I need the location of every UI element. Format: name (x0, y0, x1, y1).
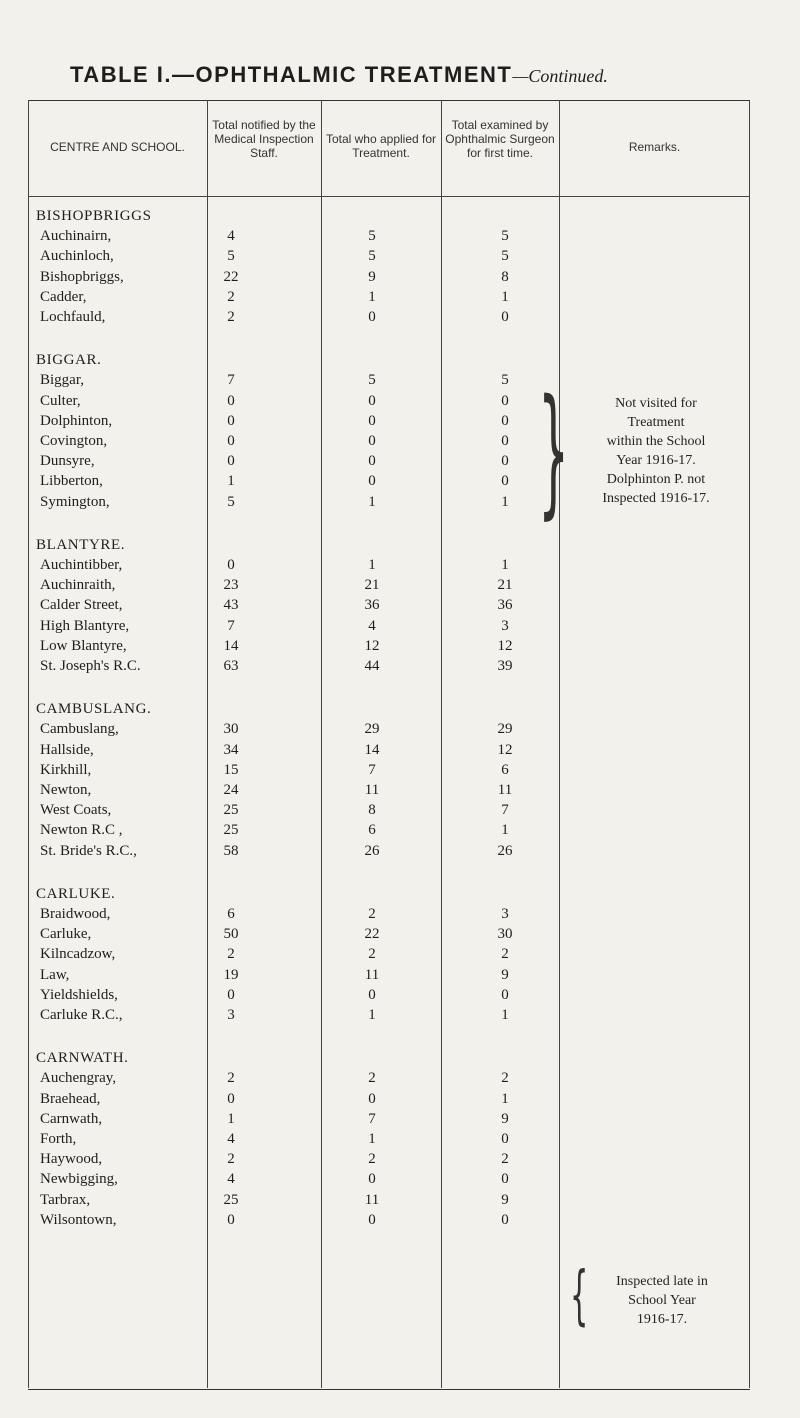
section-name: BISHOPBRIGGS (36, 208, 152, 224)
notified-cell: 63 (223, 658, 239, 674)
table-row (0, 597, 800, 617)
school-name: Dunsyre, (40, 453, 95, 470)
applied-cell: 0 (368, 392, 376, 409)
table-row (0, 1171, 800, 1191)
applied-cell: 2 (368, 946, 376, 963)
examined-cell: 36 (497, 597, 513, 614)
table-row (0, 987, 800, 1007)
notified-cell: 2 (227, 946, 235, 963)
applied-cell: 11 (364, 782, 380, 798)
section-name: CARNWATH. (36, 1050, 129, 1067)
notified-cell: 0 (227, 557, 235, 573)
examined-cell: 0 (501, 433, 509, 449)
title-continued: —Continued. (512, 66, 608, 86)
school-name: Dolphinton, (40, 412, 113, 429)
school-name: Kilncadzow, (40, 946, 116, 963)
applied-cell: 0 (368, 309, 376, 325)
notified-cell: 0 (227, 1090, 235, 1107)
title-main: TABLE I.—OPHTHALMIC TREATMENT (70, 62, 513, 87)
table-row (0, 1192, 800, 1212)
applied-cell: 12 (364, 637, 380, 654)
applied-cell: 0 (368, 473, 376, 490)
table-row (0, 1131, 800, 1151)
section-heading (0, 1050, 800, 1070)
examined-cell: 11 (497, 782, 513, 798)
notified-cell: 1 (227, 473, 235, 490)
brace-icon: } (538, 370, 570, 533)
applied-cell: 2 (368, 906, 376, 922)
examined-cell: 2 (501, 946, 509, 963)
applied-cell: 8 (368, 802, 376, 819)
notified-cell: 0 (227, 412, 235, 429)
examined-cell: 1 (501, 822, 509, 839)
applied-cell: 5 (368, 372, 376, 389)
applied-cell: 36 (364, 597, 380, 614)
table-row (0, 1212, 800, 1232)
applied-cell: 14 (364, 741, 380, 758)
notified-cell: 2 (227, 309, 235, 325)
applied-cell: 22 (364, 926, 380, 943)
examined-cell: 3 (501, 906, 509, 922)
table-row (0, 721, 800, 741)
school-name: Law, (40, 966, 70, 983)
applied-cell: 1 (368, 288, 376, 305)
notified-cell: 0 (227, 433, 235, 449)
school-name: High Blantyre, (40, 617, 130, 634)
section-heading (0, 352, 800, 372)
examined-cell: 2 (501, 1070, 509, 1087)
applied-cell: 0 (368, 1171, 376, 1188)
school-name: Culter, (40, 392, 81, 409)
examined-cell: 2 (501, 1151, 509, 1168)
examined-cell: 9 (501, 966, 509, 983)
school-name: Lochfauld, (40, 309, 106, 325)
applied-cell: 1 (368, 1007, 376, 1023)
school-name: Bishopbriggs, (40, 268, 124, 285)
applied-cell: 29 (364, 721, 380, 738)
examined-cell: 1 (501, 288, 509, 305)
table-row (0, 228, 800, 248)
section-name: CARLUKE. (36, 885, 116, 902)
applied-cell: 11 (364, 966, 380, 983)
school-name: Braidwood, (40, 906, 111, 922)
applied-cell: 6 (368, 822, 376, 839)
table-row (0, 926, 800, 946)
header-examined: Total examined by Ophthalmic Surgeon for first time. (445, 118, 555, 160)
notified-cell: 1 (227, 1110, 235, 1127)
notified-cell: 2 (227, 1151, 235, 1168)
applied-cell: 0 (368, 453, 376, 470)
section-heading (0, 537, 800, 557)
header-rule (28, 196, 750, 197)
applied-cell: 0 (368, 1211, 376, 1228)
school-name: Tarbrax, (40, 1191, 91, 1208)
table-row (0, 577, 800, 597)
examined-cell: 9 (501, 1110, 509, 1127)
examined-cell: 0 (501, 392, 509, 409)
section-heading (0, 208, 800, 228)
examined-cell: 0 (501, 453, 509, 470)
table-row (0, 843, 800, 863)
notified-cell: 5 (227, 248, 235, 265)
school-name: Symington, (40, 493, 110, 510)
school-name: Cadder, (40, 288, 87, 305)
applied-cell: 9 (368, 268, 376, 285)
school-name: Cambuslang, (40, 721, 119, 738)
applied-cell: 1 (368, 493, 376, 510)
examined-cell: 0 (501, 1211, 509, 1228)
notified-cell: 25 (223, 802, 239, 819)
school-name: Covington, (40, 433, 108, 449)
examined-cell: 9 (501, 1191, 509, 1208)
remark-line: School Year (628, 1293, 696, 1308)
notified-cell: 2 (227, 1070, 235, 1087)
notified-cell: 3 (227, 1007, 235, 1023)
table-row (0, 309, 800, 329)
notified-cell: 34 (223, 741, 239, 758)
notified-cell: 19 (223, 966, 239, 983)
header-centre: CENTRE AND SCHOOL. (50, 140, 185, 154)
examined-cell: 5 (501, 248, 509, 265)
school-name: Auchinraith, (40, 577, 116, 594)
notified-cell: 23 (223, 577, 239, 594)
header-notified: Total notified by the Medical Inspection Staff. (212, 118, 316, 160)
notified-cell: 50 (223, 926, 239, 943)
table-row (0, 1091, 800, 1111)
brace-icon: { (570, 1259, 589, 1333)
school-name: St. Bride's R.C., (40, 842, 137, 859)
applied-cell: 1 (368, 1131, 376, 1147)
remark-biggar (566, 394, 746, 508)
remark-line: Not visited for (615, 396, 697, 411)
applied-cell: 7 (368, 761, 376, 778)
school-name: Forth, (40, 1131, 77, 1147)
school-name: Biggar, (40, 372, 84, 389)
examined-cell: 3 (501, 617, 509, 634)
examined-cell: 7 (501, 802, 509, 819)
applied-cell: 4 (368, 617, 376, 634)
examined-cell: 5 (501, 228, 509, 245)
table-row (0, 967, 800, 987)
table-row (0, 1151, 800, 1171)
examined-cell: 1 (501, 1090, 509, 1107)
notified-cell: 15 (223, 761, 239, 778)
applied-cell: 11 (364, 1191, 380, 1208)
school-name: Hallside, (40, 741, 94, 758)
section-heading (0, 701, 800, 721)
section-heading (0, 886, 800, 906)
applied-cell: 7 (368, 1110, 376, 1127)
notified-cell: 0 (227, 1211, 235, 1228)
examined-cell: 29 (497, 721, 513, 738)
school-name: Carluke R.C., (40, 1007, 123, 1023)
applied-cell: 2 (368, 1070, 376, 1087)
applied-cell: 26 (364, 842, 380, 859)
applied-cell: 44 (364, 658, 380, 674)
remark-carnwath (582, 1272, 742, 1329)
examined-cell: 0 (501, 412, 509, 429)
school-name: Carnwath, (40, 1110, 103, 1127)
table-row (0, 802, 800, 822)
school-name: Newton, (40, 782, 92, 798)
school-name: Haywood, (40, 1151, 103, 1168)
table-row (0, 658, 800, 678)
notified-cell: 43 (223, 597, 239, 614)
notified-cell: 0 (227, 986, 235, 1003)
examined-cell: 5 (501, 372, 509, 389)
table-row (0, 618, 800, 638)
table-row (0, 557, 800, 577)
examined-cell: 0 (501, 309, 509, 325)
remark-line: within the School (606, 434, 706, 449)
examined-cell: 26 (497, 842, 513, 859)
examined-cell: 0 (501, 473, 509, 490)
school-name: Calder Street, (40, 597, 123, 614)
examined-cell: 21 (497, 577, 513, 594)
notified-cell: 7 (227, 617, 235, 634)
table-row (0, 946, 800, 966)
notified-cell: 24 (223, 782, 239, 798)
school-name: Newton R.C , (40, 822, 123, 839)
notified-cell: 7 (227, 372, 235, 389)
notified-cell: 25 (223, 1191, 239, 1208)
school-name: Libberton, (40, 473, 103, 490)
table-row (0, 289, 800, 309)
school-name: Low Blantyre, (40, 637, 127, 654)
notified-cell: 5 (227, 493, 235, 510)
remark-line: Year 1916-17. (616, 453, 696, 468)
school-name: West Coats, (40, 802, 112, 819)
table-row (0, 742, 800, 762)
notified-cell: 4 (227, 1131, 235, 1147)
examined-cell: 12 (497, 741, 513, 758)
school-name: Auchengray, (40, 1070, 117, 1087)
school-name: Auchinairn, (40, 228, 112, 245)
applied-cell: 5 (368, 248, 376, 265)
remark-line: Inspected late in (616, 1274, 708, 1289)
school-name: Yieldshields, (40, 986, 118, 1003)
header-applied: Total who applied for Treatment. (325, 132, 437, 160)
applied-cell: 1 (368, 557, 376, 573)
table-row (0, 1007, 800, 1027)
examined-cell: 30 (497, 926, 513, 943)
notified-cell: 0 (227, 453, 235, 470)
remark-line: Dolphinton P. not (606, 472, 706, 487)
section-name: BLANTYRE. (36, 536, 126, 553)
notified-cell: 4 (227, 228, 235, 245)
table-row (0, 822, 800, 842)
remark-line: 1916-17. (636, 1312, 688, 1327)
examined-cell: 1 (501, 557, 509, 573)
examined-cell: 0 (501, 1131, 509, 1147)
school-name: Auchintibber, (40, 557, 123, 573)
table-row (0, 372, 800, 392)
school-name: Auchinloch, (40, 248, 114, 265)
section-name: CAMBUSLANG. (36, 701, 152, 718)
table-row (0, 906, 800, 926)
notified-cell: 58 (223, 842, 239, 859)
notified-cell: 0 (227, 392, 235, 409)
applied-cell: 0 (368, 986, 376, 1003)
table-row (0, 269, 800, 289)
section-name: BIGGAR. (36, 352, 102, 369)
remark-line: Treatment (627, 415, 685, 430)
table-row (0, 248, 800, 268)
remark-line: Inspected 1916-17. (602, 491, 710, 506)
notified-cell: 6 (227, 906, 235, 922)
table-row (0, 782, 800, 802)
applied-cell: 5 (368, 228, 376, 245)
school-name: Kirkhill, (40, 761, 92, 778)
table-row (0, 638, 800, 658)
table-row (0, 762, 800, 782)
table-title (70, 62, 770, 88)
examined-cell: 6 (501, 761, 509, 778)
examined-cell: 1 (501, 493, 509, 510)
examined-cell: 12 (497, 637, 513, 654)
notified-cell: 30 (223, 721, 239, 738)
table-row (0, 1111, 800, 1131)
examined-cell: 0 (501, 986, 509, 1003)
notified-cell: 25 (223, 822, 239, 839)
examined-cell: 0 (501, 1171, 509, 1188)
notified-cell: 14 (223, 637, 239, 654)
header-remarks: Remarks. (628, 140, 681, 154)
applied-cell: 21 (364, 577, 380, 594)
examined-cell: 39 (497, 658, 513, 674)
school-name: Newbigging, (40, 1171, 118, 1188)
school-name: Wilsontown, (40, 1211, 117, 1228)
notified-cell: 22 (223, 268, 239, 285)
notified-cell: 4 (227, 1171, 235, 1188)
applied-cell: 2 (368, 1151, 376, 1168)
school-name: St. Joseph's R.C. (40, 658, 141, 674)
notified-cell: 2 (227, 288, 235, 305)
examined-cell: 8 (501, 268, 509, 285)
applied-cell: 0 (368, 433, 376, 449)
examined-cell: 1 (501, 1007, 509, 1023)
table-row (0, 1070, 800, 1090)
school-name: Braehead, (40, 1090, 101, 1107)
applied-cell: 0 (368, 1090, 376, 1107)
school-name: Carluke, (40, 926, 92, 943)
applied-cell: 0 (368, 412, 376, 429)
